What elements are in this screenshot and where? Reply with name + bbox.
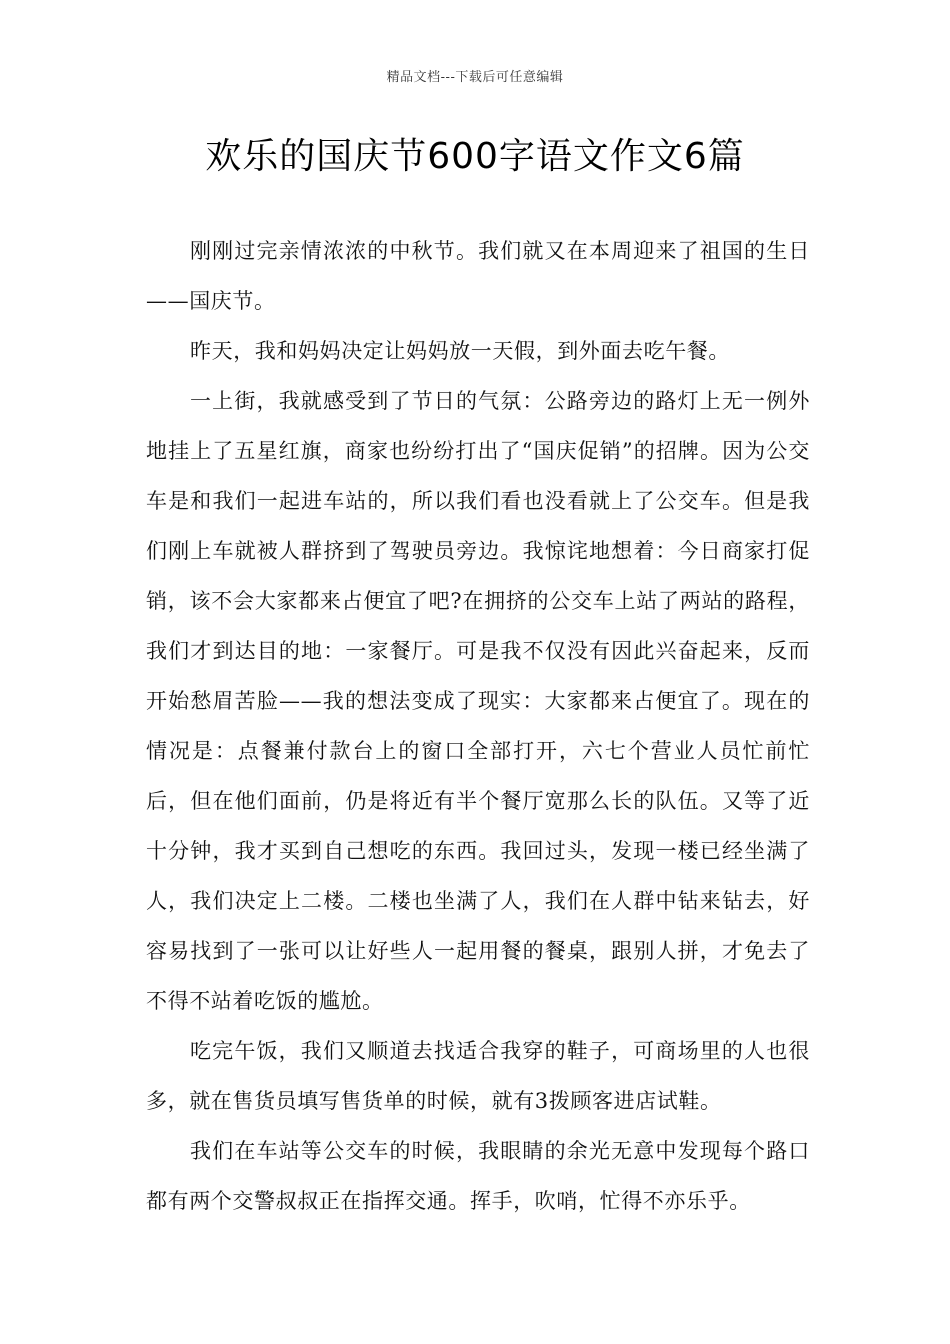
header-note: 精品文档---下载后可任意编辑 xyxy=(386,70,564,85)
paragraph-5: 我们在车站等公交车的时候，我眼睛的余光无意中发现每个路口都有两个交警叔叔正在指挥交通。挥手，吹哨，忙得不亦乐乎。 xyxy=(146,1139,810,1213)
article-body xyxy=(146,226,810,1226)
paragraph-2: 昨天，我和妈妈决定让妈妈放一天假，到外面去吃午餐。 xyxy=(190,339,730,363)
paragraph-1: 刚刚过完亲情浓浓的中秋节。我们就又在本周迎来了祖国的生日——国庆节。 xyxy=(146,239,810,313)
paragraph-4: 吃完午饭，我们又顺道去找适合我穿的鞋子，可商场里的人也很多，就在售货员填写售货单的时候，就有3拨顾客进店试鞋。 xyxy=(146,1039,810,1113)
paragraph-3: 一上街，我就感受到了节日的气氛：公路旁边的路灯上无一例外地挂上了五星红旗，商家也纷纷打出了“国庆促销”的招牌。因为公交车是和我们一起进车站的，所以我们看也没看就上了公交车。但是我们刚上车就被人群挤到了驾驶员旁边。我惊诧地想着：今日商家打促销，该不会大家都来占便宜了吧?在拥挤的公交车上站了两站的路程，我们才到达目的地：一家餐厅。可是我不仅没有因此兴奋起来，反而开始愁眉苦脸——我的想法变成了现实：大家都来占便宜了。现在的情况是：点餐兼付款台上的窗口全部打开，六七个营业人员忙前忙后，但在他们面前，仍是将近有半个餐厅宽那么长的队伍。又等了近十分钟，我才买到自己想吃的东西。我回过头，发现一楼已经坐满了人，我们决定上二楼。二楼也坐满了人，我们在人群中钻来钻去，好容易找到了一张可以让好些人一起用餐的餐桌，跟别人拼，才免去了不得不站着吃饭的尴尬。 xyxy=(146,389,810,1013)
document-title: 欢乐的国庆节600字语文作文6篇 xyxy=(205,136,745,177)
